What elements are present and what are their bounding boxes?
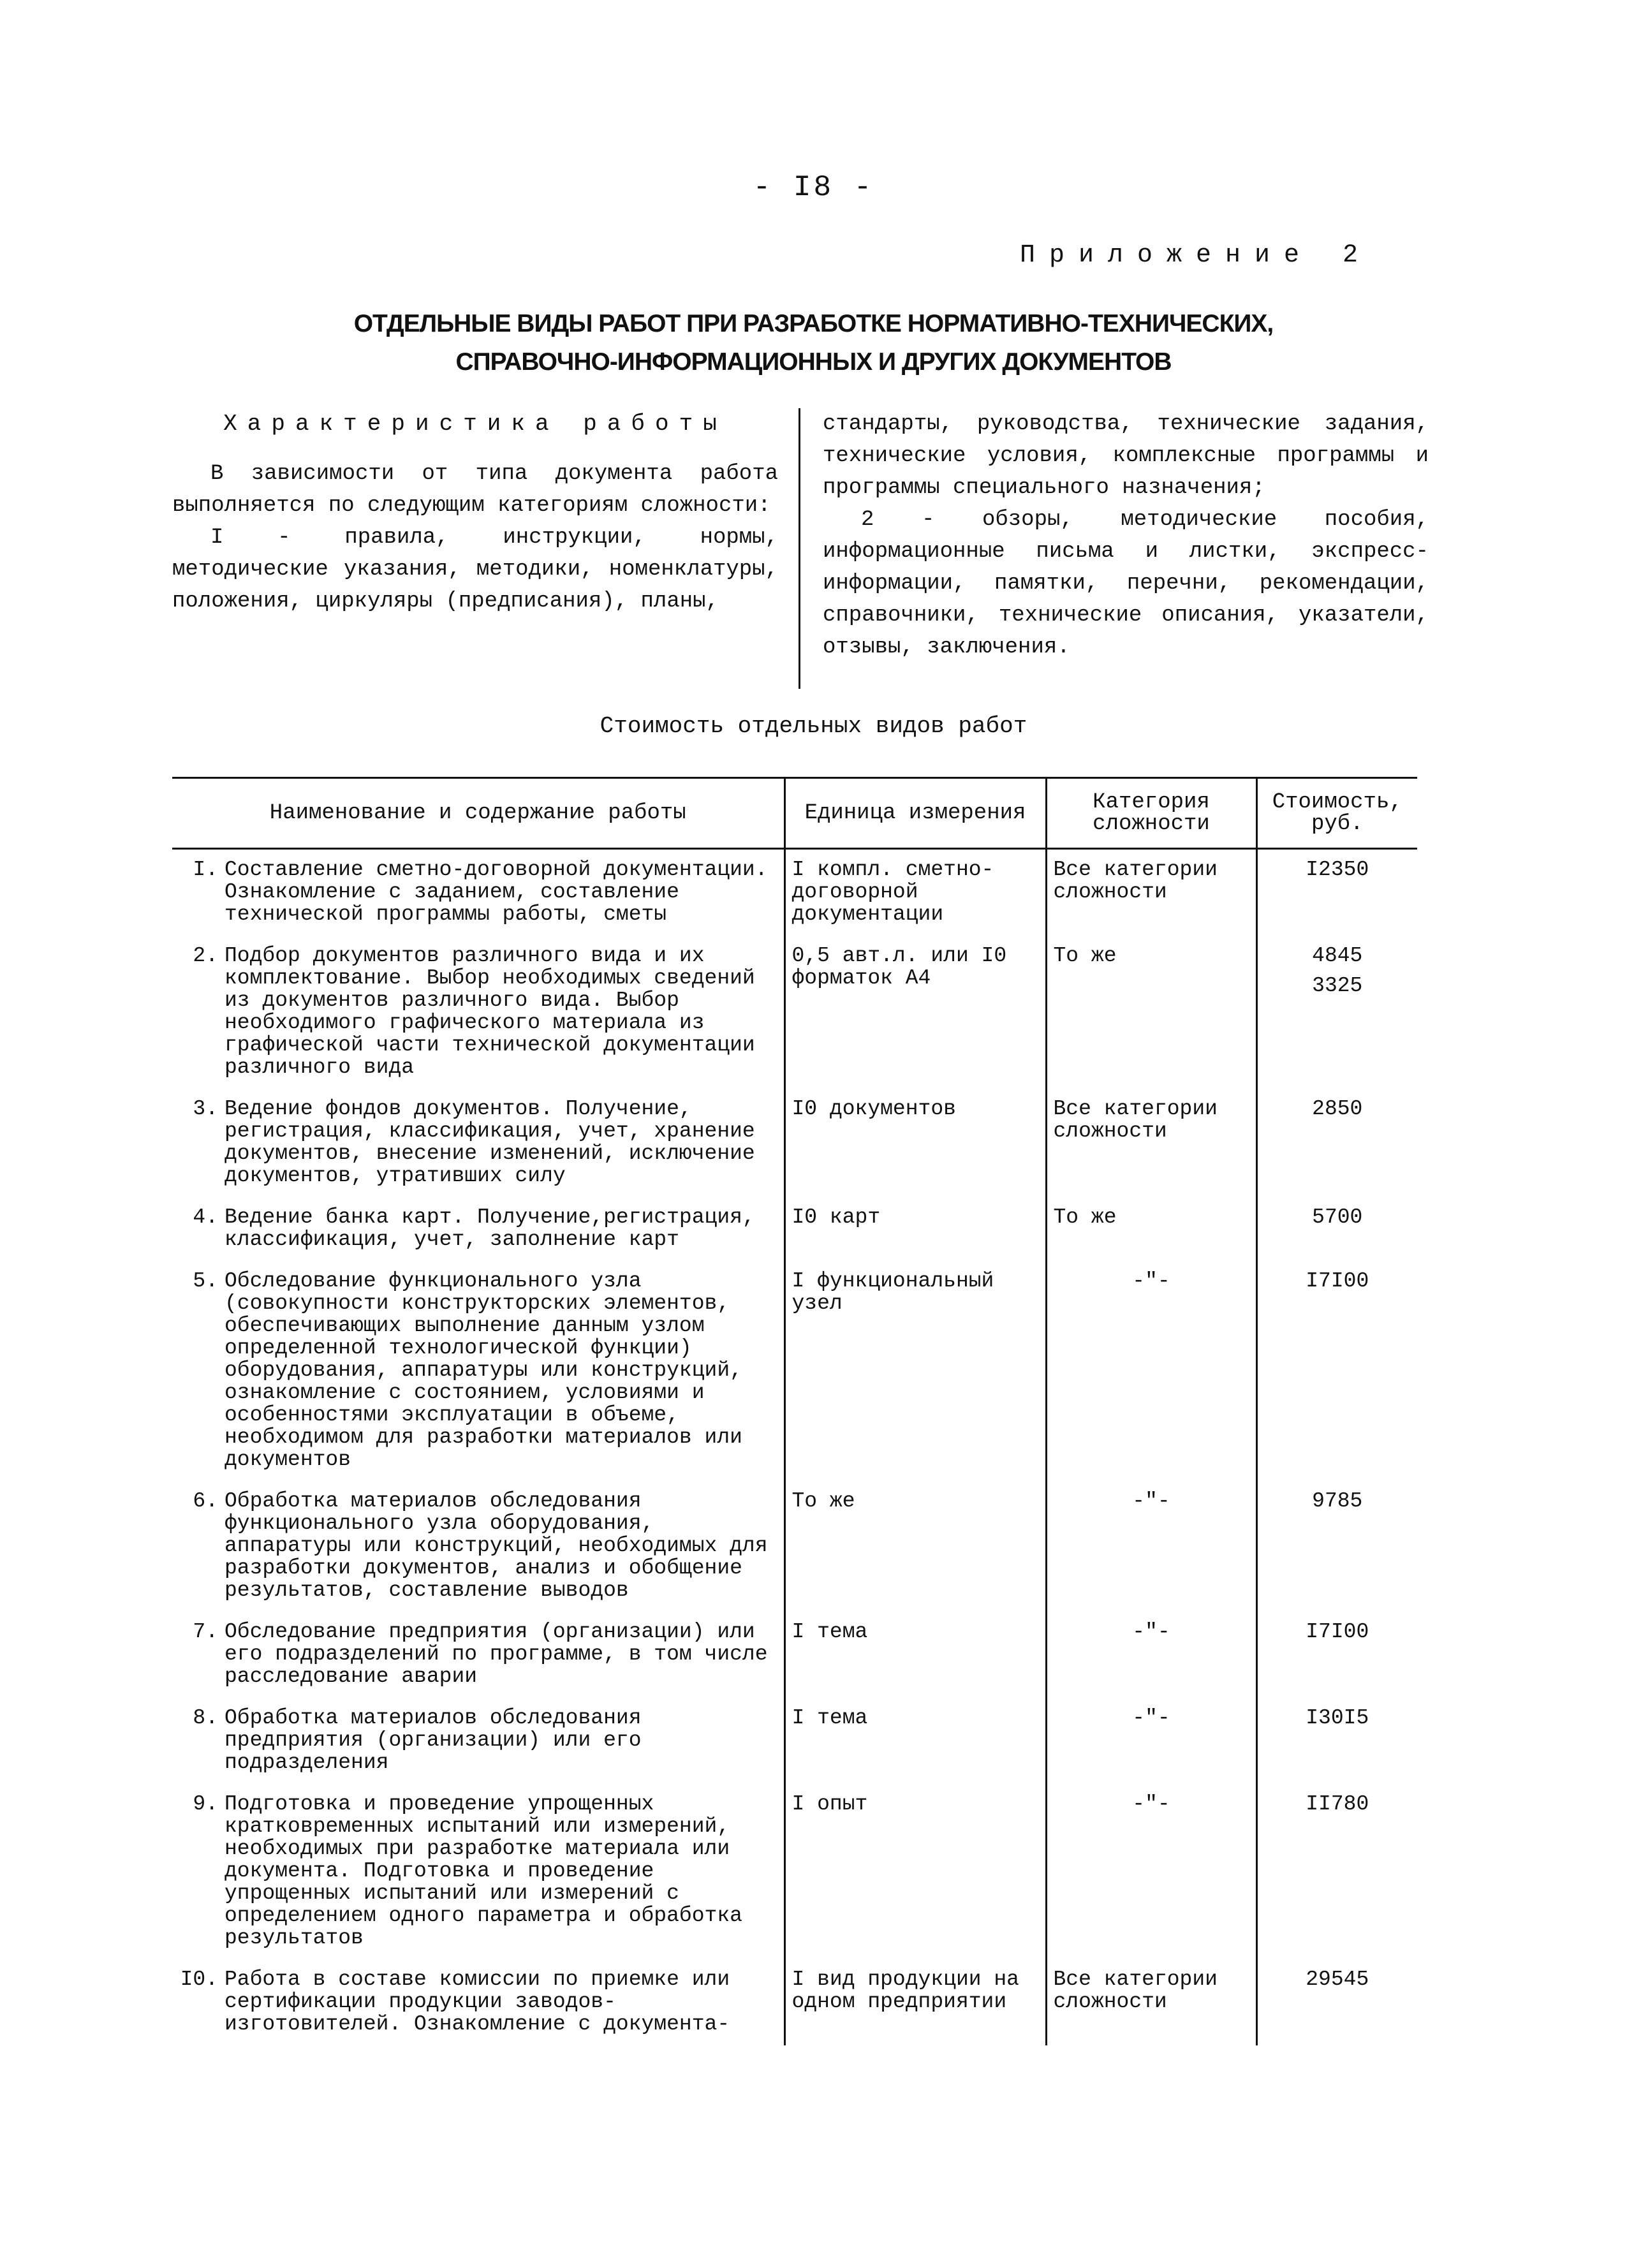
category-cell: Все категории сложности <box>1046 1089 1256 1197</box>
unit-cell: I опыт <box>784 1784 1046 1959</box>
table-row <box>172 1612 1417 1698</box>
work-name: Ведение фондов документов. Получение, регистрация, классификация, учет, хранение документов, внесение изменений, исключение документов, утративших силу <box>225 1097 755 1188</box>
category-cell: То же <box>1046 1197 1256 1261</box>
row-number: I. <box>193 858 218 881</box>
cost-value: 4845 <box>1312 944 1363 968</box>
work-name: Обследование предприятия (организации) или его подразделений по программе, в том числе расследование аварии <box>225 1620 768 1688</box>
header-unit: Единица измерения <box>784 778 1046 849</box>
row-number: 5. <box>193 1269 218 1293</box>
category-2-text: 2 - обзоры, методические пособия, информационные письма и листки, экспресс-информации, памятки, перечни, рекомендации, справочники, технические описания, указатели, отзывы, заключения. <box>823 508 1429 659</box>
unit-cell: I тема <box>784 1698 1046 1784</box>
row-number: 6. <box>193 1489 218 1513</box>
category-cell: -"- <box>1046 1481 1256 1612</box>
table-row <box>172 1197 1417 1261</box>
category-cell: То же <box>1046 936 1256 1089</box>
category-cell: Все категории сложности <box>1046 849 1256 936</box>
work-name: Составление сметно-договорной документации. Ознакомление с заданием, составление технической программы работы, сметы <box>225 858 768 926</box>
table-row <box>172 1698 1417 1784</box>
characteristics-right-column <box>823 408 1429 663</box>
unit-cell: I компл. сметно-договорной документации <box>784 849 1046 936</box>
title-line-1: ОТДЕЛЬНЫЕ ВИДЫ РАБОТ ПРИ РАЗРАБОТКЕ НОРМАТИВНО-ТЕХНИЧЕСКИХ, <box>353 310 1274 337</box>
title-line-2: СПРАВОЧНО-ИНФОРМАЦИОННЫХ И ДРУГИХ ДОКУМЕНТОВ <box>455 348 1172 376</box>
unit-cell: 0,5 авт.л. или I0 форматок А4 <box>784 936 1046 1089</box>
work-name: Подбор документов различного вида и их комплектование. Выбор необходимых сведений из документов различного вида. Выбор необходимого графического материала из графической части технической документации различного вида <box>225 944 755 1079</box>
column-divider <box>799 408 800 689</box>
cost-table-container <box>172 777 1417 2045</box>
row-number: 3. <box>193 1097 218 1121</box>
category-1-continued: стандарты, руководства, технические задания, технические условия, комплексные программы и программы специального назначения; <box>823 412 1429 500</box>
cost-value: I7I00 <box>1306 1269 1369 1293</box>
row-number: 9. <box>193 1792 218 1816</box>
work-name: Ведение банка карт. Получение,регистрация, классификация, учет, заполнение карт <box>225 1205 755 1251</box>
table-row <box>172 1089 1417 1197</box>
appendix-label: Приложение 2 <box>1019 241 1372 270</box>
category-cell: -"- <box>1046 1612 1256 1698</box>
header-category: Категория сложности <box>1046 778 1256 849</box>
cost-value: 29545 <box>1306 1968 1369 1991</box>
category-cell: -"- <box>1046 1261 1256 1481</box>
work-name: Подготовка и проведение упрощенных кратковременных испытаний или измерений, необходимых при разработке материала или документа. Подготовка и проведение упрощенных испытаний или измерений с определением одного параметра и обработка результатов <box>225 1792 742 1950</box>
work-name: Работа в составе комиссии по приемке или сертификации продукции заводов-изготовителей. Ознакомление с документа- <box>225 1968 730 2036</box>
header-name: Наименование и содержание работы <box>172 778 784 849</box>
table-row <box>172 1784 1417 1959</box>
row-number: I0. <box>180 1968 218 1991</box>
table-caption: Стоимость отдельных видов работ <box>600 713 1027 739</box>
unit-cell: I тема <box>784 1612 1046 1698</box>
cost-value: I7I00 <box>1306 1620 1369 1644</box>
cost-value: 5700 <box>1312 1205 1363 1229</box>
cost-table <box>172 777 1417 2045</box>
unit-cell: I0 карт <box>784 1197 1046 1261</box>
table-header-row <box>172 778 1417 849</box>
row-number: 7. <box>193 1620 218 1644</box>
row-number: 4. <box>193 1205 218 1229</box>
row-number: 8. <box>193 1706 218 1730</box>
table-row <box>172 1261 1417 1481</box>
category-cell: Все категории сложности <box>1046 1959 1256 2045</box>
table-row <box>172 849 1417 936</box>
work-name: Обработка материалов обследования предприятия (организации) или его подразделения <box>225 1706 642 1774</box>
cost-value: 2850 <box>1312 1097 1363 1121</box>
page-number: - I8 - <box>753 171 874 204</box>
characteristics-left-column <box>172 408 778 617</box>
cost-value: I2350 <box>1306 858 1369 881</box>
cost-value: I30I5 <box>1306 1706 1369 1730</box>
unit-cell: I функциональный узел <box>784 1261 1046 1481</box>
characteristics-intro: В зависимости от типа документа работа выполняется по следующим категориям сложности: <box>172 462 778 518</box>
table-row <box>172 936 1417 1089</box>
unit-cell: I0 документов <box>784 1089 1046 1197</box>
cost-value: 9785 <box>1312 1489 1363 1513</box>
category-cell: -"- <box>1046 1784 1256 1959</box>
category-cell: -"- <box>1046 1698 1256 1784</box>
cost-value: II780 <box>1306 1792 1369 1816</box>
work-name: Обследование функционального узла (совокупности конструкторских элементов, обеспечивающих выполнение данным узлом определенной технологической функции) оборудования, аппаратуры или конструкций, ознакомление с состоянием, условиями и особенностями эксплуатации в объеме, необходимом для разработки материалов или документов <box>225 1269 742 1471</box>
table-row <box>172 1481 1417 1612</box>
document-title <box>0 305 1627 381</box>
work-name: Обработка материалов обследования функционального узла оборудования, аппаратуры или конструкций, необходимых для разработки документов, анализ и обобщение результатов, составление выводов <box>225 1489 768 1602</box>
cost-value-secondary: 3325 <box>1312 974 1363 998</box>
characteristics-heading: Характеристика работы <box>223 411 727 437</box>
table-row <box>172 1959 1417 2045</box>
unit-cell: То же <box>784 1481 1046 1612</box>
row-number: 2. <box>193 944 218 968</box>
header-cost: Стоимость, руб. <box>1256 778 1417 849</box>
category-1-text: I - правила, инструкции, нормы, методические указания, методики, номенклатуры, положения, циркуляры (предписания), планы, <box>172 526 778 614</box>
unit-cell: I вид продукции на одном предприятии <box>784 1959 1046 2045</box>
